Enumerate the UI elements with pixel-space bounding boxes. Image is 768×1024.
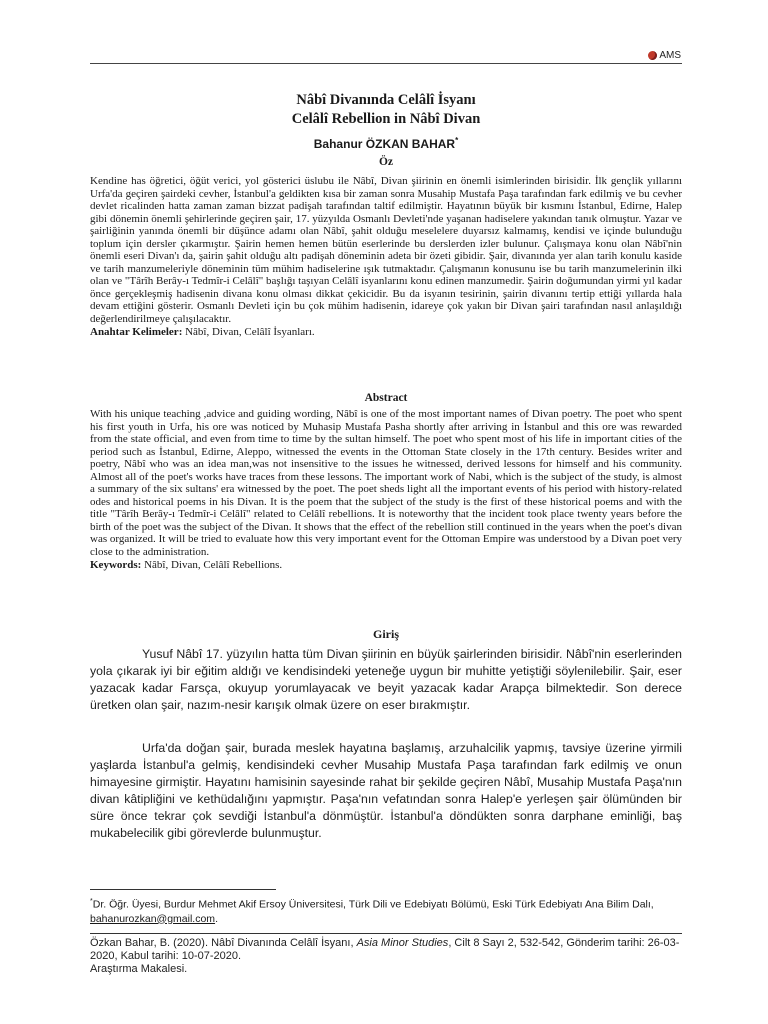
keywords-en-label: Keywords: [90,558,142,571]
footnote-text: Dr. Öğr. Üyesi, Burdur Mehmet Akif Ersoy Üniversitesi, Türk Dili ve Edebiyatı Bölümü, Eski Türk Edebiyatı Ana Bilim Dalı, [92,898,654,911]
title-english: Celâlî Rebellion in Nâbî Divan [291,111,481,127]
article-type: Araştırma Makalesi. [90,963,188,976]
body-paragraph-2: Urfa'da doğan şair, burada meslek hayatına başlamış, arzuhalcilik yapmış, tavsiye üzerine yirmili yaşlarda İstanbul'a gelmiş, kendisindeki cevher Musahip Mustafa Paşa tarafından fark edilmiş ve onun himayesine girmiştir. Hayatını hamisinin sayesinde rahat bir şekilde geçiren Nâbî, Musahip Mustafa Paşa'nın divan kâtipliğini ve kethüdalığını yapmıştır. Paşa'nın vefatından sonra Halep'e yerleşen şair ölümünden bir süre önce tekrar çok sevdiği İstanbul'a dönmüştür. İstanbul'a döndükten sonra darphane eminliği, baş mukabelecilik gibi görevlerde bulunmuştur. [90,741,682,840]
author-email-link[interactable]: bahanurozkan@gmail.com [90,912,216,925]
citation-journal: Asia Minor Studies [356,937,449,949]
abstract-en-body: With his unique teaching ,advice and guiding wording, Nâbî is one of the most important names of Divan poetry. The poet who spent his first youth in Urfa, his ore was noticed by Muhasip Mustafa Pasha shortly after arriving in İstanbul and this ore was rewarded from the state official, and even from time to time by the sultan himself. The poet who spent most of his life in important cities of the period such as İstanbul, Edirne, Aleppo, witnessed the events in the Ottoman State closely in the 17th century. Besides writer and poetry, Nâbî who was an idea man,was not insensitive to the issues he witnessed, derived lessons for himself and his community. Almost all of the poet's works have traces from these lessons. The important work of Nabi, which is the subject of the study, is almost a summary of the six sultans' era witnessed by the poet. The poet sheds light all the important events of his period with history-related odes and historical poems in his Divan. It is the poem that the subject of the study is the first of these historical poems and with the title "Târîh Berây-ı Tedmîr-i Celâlî" related to Celâlî rebellions. It is noteworthy that the incident took place twenty years before the birth of the poet was the subject of the Divan. It shows that the effect of the rebellion still continued in the years when the poet's divan was organized. It will be tried to evaluate how this very important event for the Ottoman Empire was understood by a Divan poet very close to the administration. [90,408,682,559]
abstract-en [90,408,682,571]
citation-suffix: , Cilt 8 Sayı 2, 532-542, Gönderim tarihi: 26-03-2020, Kabul tarihi: 10-07-2020. [90,937,680,963]
abstract-tr [90,175,682,338]
journal-logo-text: AMS [659,50,681,61]
author-footnote-mark: * [455,136,459,145]
keywords-en [90,559,682,572]
header-rule [90,63,682,64]
keywords-tr-value: Nâbî, Divan, Celâlî İsyanları. [182,325,315,338]
keywords-en-value: Nâbî, Divan, Celâlî Rebellions. [141,558,283,571]
author-name: Bahanur ÖZKAN BAHAR [313,137,456,151]
abstract-tr-body: Kendine has öğretici, öğüt verici, yol gösterici üslubu ile Nâbî, Divan şiirinin en önemli isimlerinden birisidir. İlk gençlik yıllarını Urfa'da geçiren şairdeki cevher, İstanbul'a geldikten kısa bir zaman sonra Musahip Mustafa Paşa tarafından fark edilmiş ve bu cevher devlet ricalinden hatta zaman zaman bizzat padişah tarafından taltif edilmiştir. Hayatının büyük bir kısmını İstanbul, Edirne, Halep gibi dönemin önemli şehirlerinde geçiren şair, 17. yüzyılda Osmanlı Devleti'nde yaşanan hadiselere yakından tanık olmuştur. Yazar ve şairliğinin yanında önemli bir düşünce adamı olan Nâbî, şahit olduğu meselelere duyarsız kalmamış, kendisi ve içinde bulunduğu toplum için dersler çıkarmıştır. Şairin hemen hemen bütün eserlerinde bu derslerden izler bulunur. Çalışmaya konu olan Nâbî'nin önemli eseri Divan'ı da, şairin şahit olduğu altı padişah döneminin adeta bir özeti gibidir. Şair, divanında yer alan tarih konulu kaside ve tarih manzumeleriyle döneminin tüm mühim hadiselerine ışık tutmaktadır. Çalışmanın konusunu ise bu tarih manzumelerinin ilki olan ve "Târîh Berây-ı Tedmîr-i Celâlî" başlığı taşıyan Celâlî isyanlarını konu edinen manzumedir. Şairin doğumundan yirmi yıl kadar önce gerçekleşmiş hadisenin divana konu olması dikkat çekicidir. Bu da isyanın tesirinin, şairin divanını tertip ettiği yıllarda hala devam ettiğini gösterir. Osmanlı Devleti için bu çok mühim hadisenin, idareye çok yakın bir Divan şairi tarafından nasıl anlaşıldığı değerlendirilmeye çalışılacaktır. [90,175,682,326]
footnote-mark: * [90,898,93,905]
footnote-rule [90,889,276,890]
keywords-tr-label: Anahtar Kelimeler: [90,325,183,338]
body-paragraph-1: Yusuf Nâbî 17. yüzyılın hatta tüm Divan şiirinin en büyük şairlerinden birisidir. Nâbî'nin eserlerinden yola çıkarak iyi bir eğitim aldığı ve kendisindeki yeteneğe uygun bir muhitte yetiştiği söylenilebilir. Şair, eser yazacak kadar Farsça, okuyup yorumlayacak ve beyit yazacak kadar Arapça bilmektedir. Son derece üretken olan şair, nazım-nesir karışık olmak üzere on eser bırakmıştır. [90,647,682,712]
footnote [90,895,682,926]
title-turkish: Nâbî Divanında Celâlî İsyanı [296,92,476,108]
abstract-en-heading: Abstract [364,392,408,404]
author-line [90,136,682,151]
citation-rule [90,933,682,934]
citation-prefix: Özkan Bahar, B. (2020). Nâbî Divanında Celâlî İsyanı, [90,937,357,949]
journal-logo-icon [648,51,657,60]
keywords-tr [90,326,682,339]
journal-logo [648,50,681,61]
section-heading-giris: Giriş [373,627,399,641]
footnote-end: . [215,912,218,925]
abstract-tr-heading: Öz [378,156,394,168]
citation [90,937,682,977]
